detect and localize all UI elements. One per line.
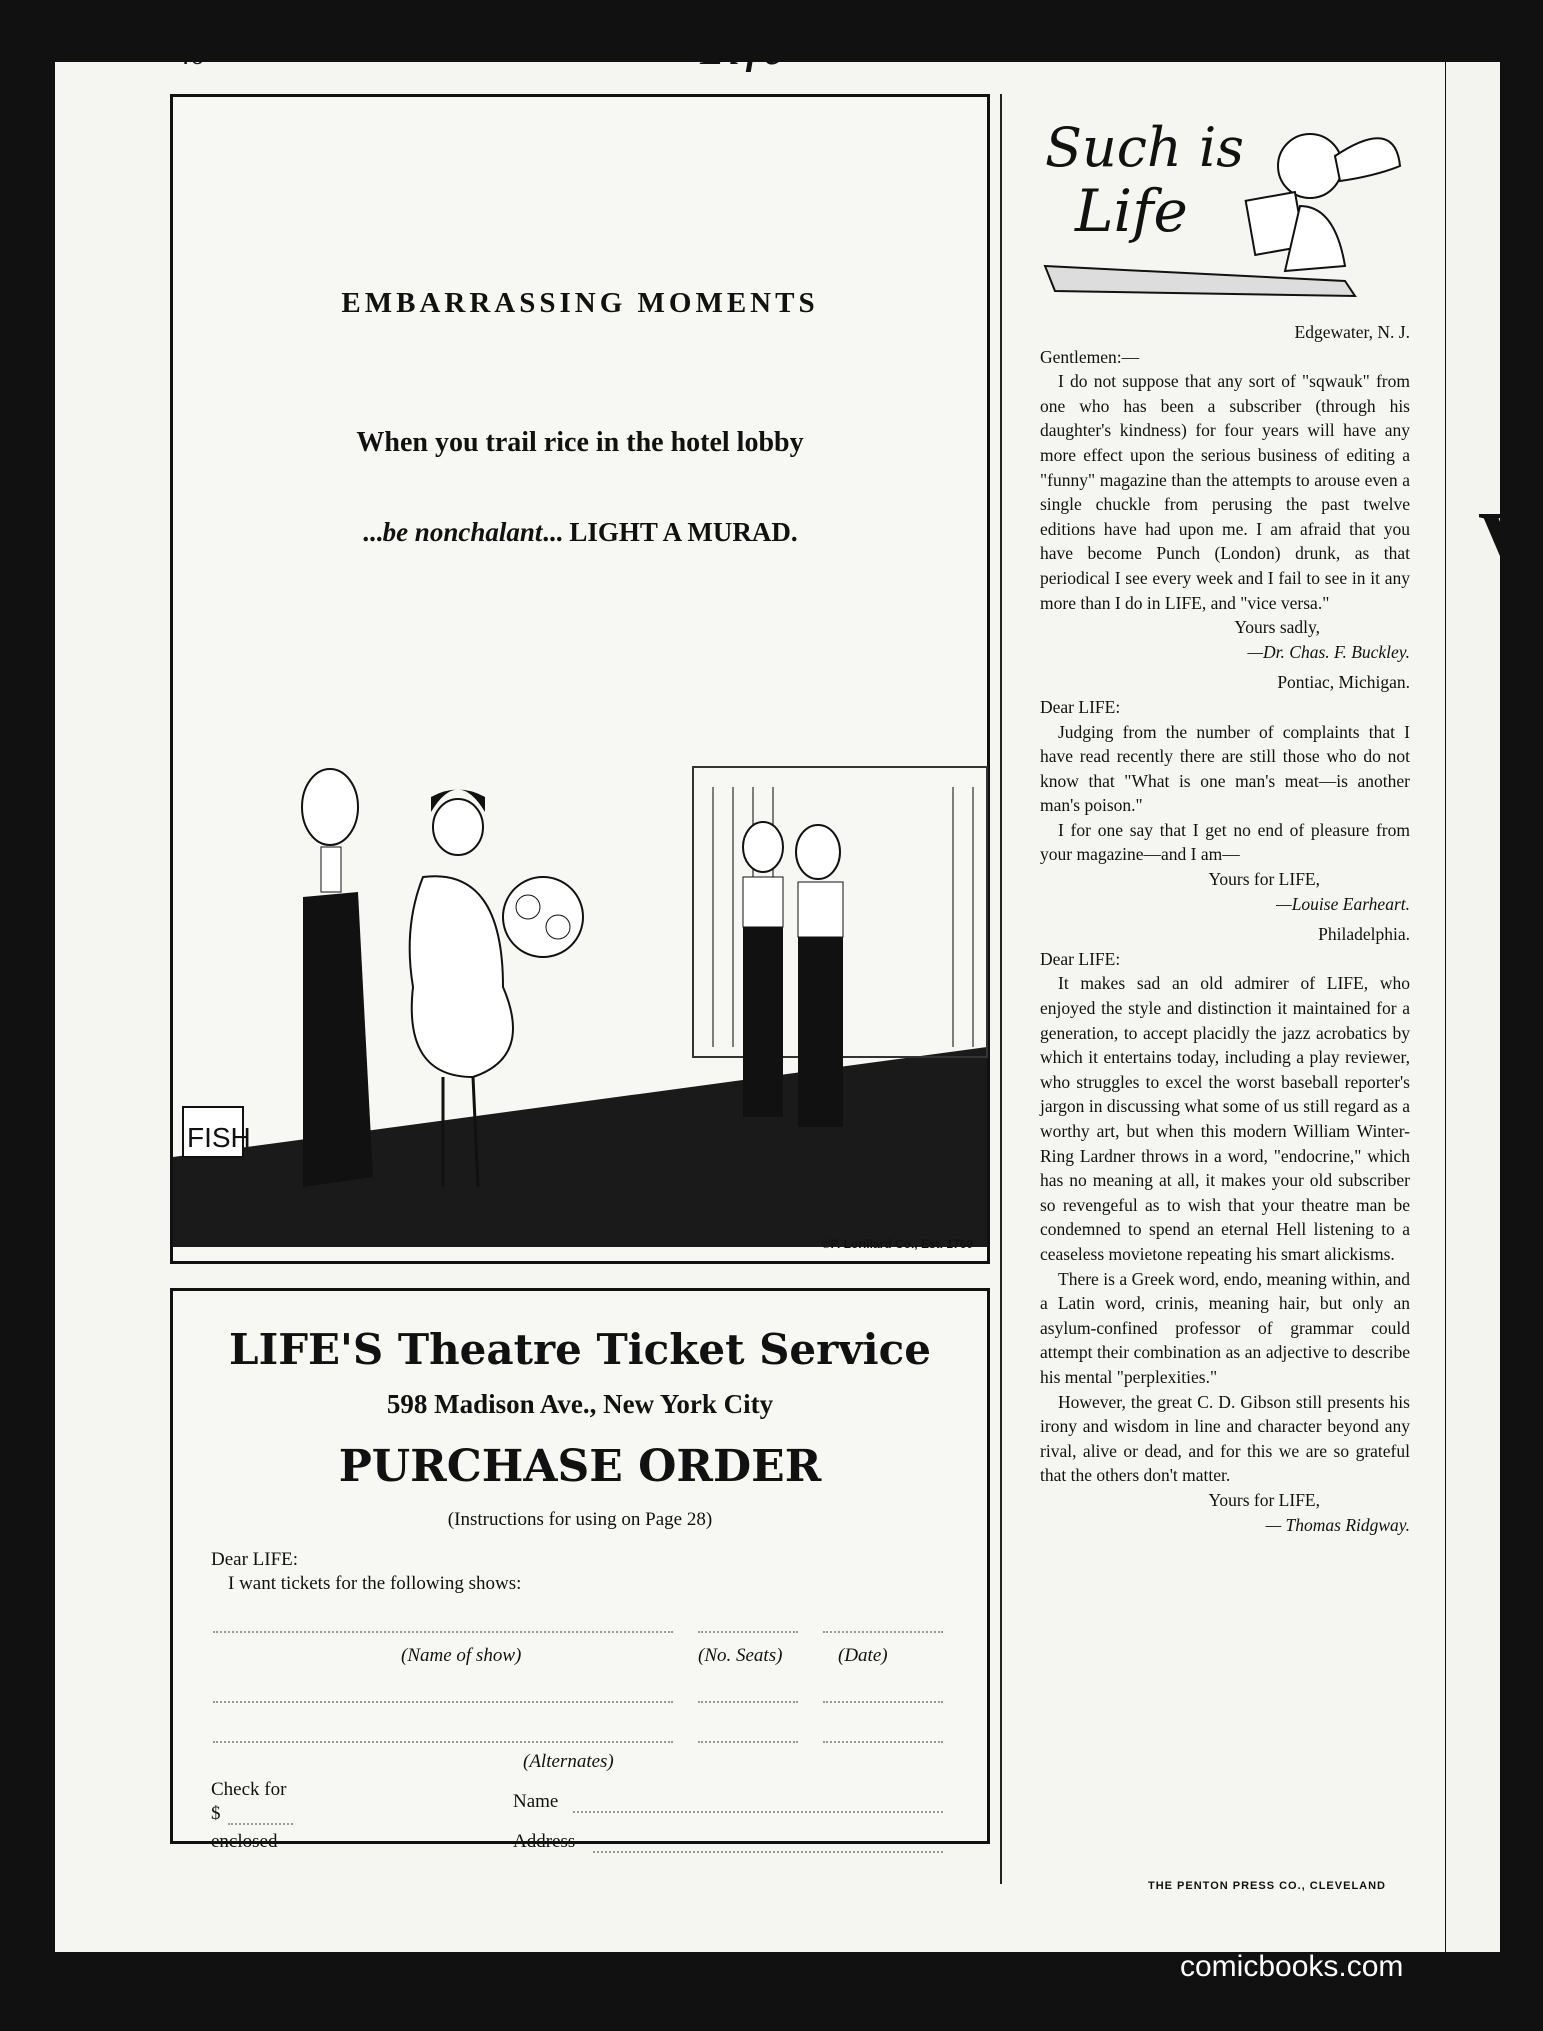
form-heading: PURCHASE ORDER <box>338 1441 822 1492</box>
ticket-purchase-order-form <box>170 1288 990 1852</box>
letter-1-body: I do not suppose that any sort of "sqwauk" from one who has been a subscriber (through his daughter's kindness) for four years will have any more effect upon the serious business of editing a "funny" magazine than the attempts to arouse even a single chuckle from perusing the past twelve editions have had upon me. I am afraid that you have become Punch (London) drunk, as that periodical I see every week and I fail to see in it any more than I do in LIFE, and "vice versa." <box>1040 371 1410 613</box>
ad-line-2-italic: be nonchalant <box>382 517 543 547</box>
letter-2-salutation: Dear LIFE: <box>1040 696 1121 717</box>
logo-line-1: Such is <box>1045 116 1244 179</box>
printer-credit: THE PENTON PRESS CO., CLEVELAND <box>1148 1880 1386 1892</box>
cartoon-illustration <box>173 727 987 1247</box>
form-salutation: Dear LIFE: <box>211 1549 299 1570</box>
alternate-show-field-1[interactable] <box>213 1701 673 1703</box>
show-name-field[interactable] <box>213 1631 673 1633</box>
ad-line-2-suffix: ... LIGHT A MURAD. <box>542 517 798 547</box>
letter-1-salutation: Gentlemen:— <box>1040 346 1140 367</box>
letter-3-place: Philadelphia. <box>1318 924 1410 945</box>
ad-headline: EMBARRASSING MOMENTS <box>341 287 819 319</box>
address-label: Address <box>513 1831 576 1852</box>
col-seats-label: (No. Seats) <box>698 1645 783 1666</box>
letter-2-closing: Yours for LIFE, <box>1208 869 1320 890</box>
name-label: Name <box>513 1791 559 1812</box>
alternate-seats-field-2[interactable] <box>698 1741 798 1743</box>
letter-3-body-3: However, the great C. D. Gibson still presents his irony and wisdom in line and character beyond any rival, alive or dead, and for this we are so grateful that the others don't matter. <box>1040 1391 1410 1486</box>
form-intro: I want tickets for the following shows: <box>228 1573 522 1594</box>
logo-line-2: Life <box>1075 177 1188 245</box>
next-page-fragment: V <box>1478 494 1543 593</box>
letter-3-signature: — Thomas Ridgway. <box>1265 1514 1410 1535</box>
name-field[interactable] <box>573 1811 943 1813</box>
letter-2-body-1: Judging from the number of complaints that I have read recently there are still those who do not know that "What is one man's meat—is another man's poison." <box>1040 721 1410 816</box>
column-rule <box>1000 94 1002 1884</box>
letter-1-signature: —Dr. Chas. F. Buckley. <box>1247 641 1410 662</box>
letter-2-body-2: I for one say that I get no end of pleasure from your magazine—and I am— <box>1040 819 1410 865</box>
letters-column <box>1040 320 1410 1537</box>
seats-field[interactable] <box>698 1631 798 1633</box>
letter-3-closing: Yours for LIFE, <box>1208 1489 1320 1510</box>
letter-3-body-1: It makes sad an old admirer of LIFE, who enjoyed the style and distinction it maintained for a generation, to accept placidly the jazz acrobatics by which it entertains today, including a play reviewer, who struggles to excel the worst baseball reporter's jargon in discussing what some of us still regard as a worthy art, but when this modern William Winter-Ring Lardner throws in a word, "endocrine," which has no meaning at all, it makes your old subscriber so revengeful as to wish that your theatre man be condemned to spend an eternal Hell listening to a ceaseless movietone repeating his smart alickisms. <box>1040 973 1410 1264</box>
letter-3-salutation: Dear LIFE: <box>1040 948 1121 969</box>
letter-2-place: Pontiac, Michigan. <box>1277 672 1410 693</box>
form-address: 598 Madison Ave., New York City <box>386 1389 774 1419</box>
alternate-seats-field-1[interactable] <box>698 1701 798 1703</box>
such-is-life-logo <box>1035 96 1415 316</box>
amount-field[interactable] <box>228 1823 293 1825</box>
ad-line-2-prefix: ... <box>362 517 383 547</box>
letter-2-signature: —Louise Earheart. <box>1276 893 1410 914</box>
alternate-show-field-2[interactable] <box>213 1741 673 1743</box>
enclosed-label: enclosed <box>211 1831 278 1852</box>
letter-1-place: Edgewater, N. J. <box>1294 322 1410 342</box>
page-number: 40 <box>175 38 205 71</box>
ad-line-2 <box>173 517 987 548</box>
dollar-label: $ <box>211 1803 221 1824</box>
ad-line-1: When you trail rice in the hotel lobby <box>356 427 804 458</box>
address-field[interactable] <box>593 1851 943 1853</box>
letter-1-closing: Yours sadly, <box>1234 617 1320 638</box>
alternates-label: (Alternates) <box>523 1751 614 1772</box>
check-for-label: Check for <box>211 1779 287 1800</box>
murad-advertisement <box>170 94 990 1264</box>
form-instructions: (Instructions for using on Page 28) <box>447 1509 713 1530</box>
alternate-date-field-1[interactable] <box>823 1701 943 1703</box>
col-date-label: (Date) <box>838 1645 888 1666</box>
form-title: LIFE'S Theatre Ticket Service <box>229 1325 931 1374</box>
date-field[interactable] <box>823 1631 943 1633</box>
watermark: comicbooks.com <box>1180 1950 1404 1983</box>
magazine-title: Life <box>700 31 788 73</box>
letter-3-body-2: There is a Greek word, endo, meaning within, and a Latin word, crinis, meaning hair, but only an asylum-confined professor of grammar could attempt their combination as an adjective to describe his mental "perplexities." <box>1040 1268 1410 1387</box>
next-page-edge <box>1446 62 1543 1952</box>
col-show-label: (Name of show) <box>401 1645 522 1666</box>
artist-signature: FISH <box>187 1122 251 1153</box>
alternate-date-field-2[interactable] <box>823 1741 943 1743</box>
ad-copyright: ©P. Lorillard Co., Est. 1760 <box>821 1237 973 1251</box>
